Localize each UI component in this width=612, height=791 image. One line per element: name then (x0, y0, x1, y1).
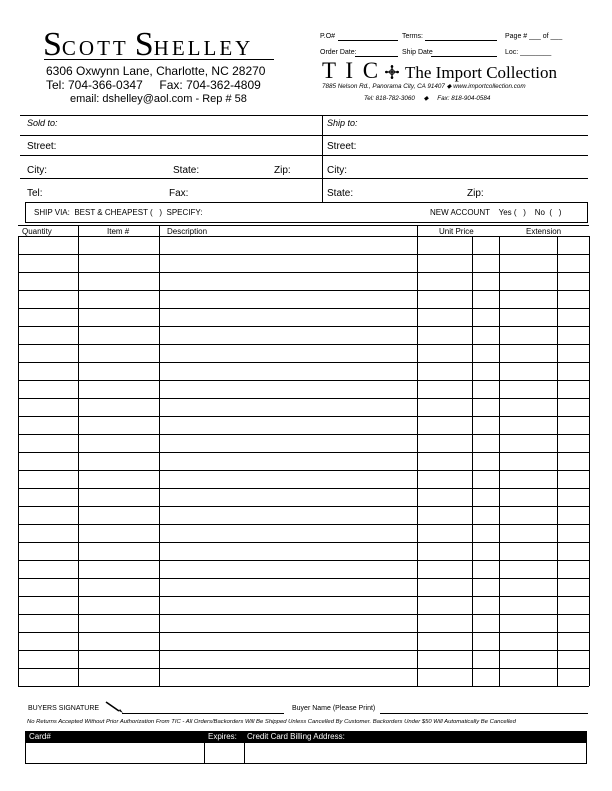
terms-line (425, 40, 497, 41)
logo-initial-last: S (134, 26, 154, 63)
sold-to-zip-label: Zip: (274, 165, 291, 176)
company-address: 6306 Oxwynn Lane, Charlotte, NC 28270 (46, 64, 266, 78)
buyers-signature-label: BUYERS SIGNATURE (28, 705, 100, 712)
table-top-line (18, 225, 589, 226)
ship-date-label: Ship Date (402, 49, 433, 56)
table-row (18, 272, 589, 273)
ship-to-state-label: State: (327, 188, 354, 199)
tic-letters: T I C (322, 58, 381, 83)
buyer-name-label: Buyer Name (Please Print) (292, 705, 376, 712)
card-expires-input[interactable] (206, 747, 240, 761)
col-header-quantity: Quantity (22, 227, 52, 236)
table-row (18, 668, 589, 669)
billing-address-label: Credit Card Billing Address: (247, 732, 345, 741)
logo-initial-first: S (43, 26, 62, 63)
table-row (18, 488, 589, 489)
city-line (20, 178, 588, 179)
expires-label: Expires: (208, 732, 237, 741)
table-row (18, 308, 589, 309)
col-header-unit-price: Unit Price (439, 227, 474, 236)
sold-to-city-label: City: (27, 165, 47, 176)
col-header-item: Item # (107, 227, 130, 236)
page-label: Page # ___ of ___ (505, 33, 563, 40)
table-row (18, 326, 589, 327)
tic-name: The Import Collection (405, 63, 558, 82)
table-column-line (499, 236, 500, 686)
ship-via-box (25, 202, 588, 223)
terms-label: Terms: (402, 33, 423, 40)
table-left-edge (18, 236, 19, 686)
card-number-input[interactable] (28, 747, 198, 761)
table-row (18, 362, 589, 363)
table-row (18, 686, 589, 687)
loc-label: Loc: ________ (505, 49, 552, 56)
ship-to-street-label: Street: (327, 141, 357, 152)
table-row (18, 380, 589, 381)
table-row (18, 650, 589, 651)
order-date-line (355, 56, 398, 57)
table-row (18, 542, 589, 543)
buyer-name-line (380, 713, 588, 714)
order-date-label: Order Date: (320, 49, 357, 56)
po-line (338, 40, 398, 41)
table-column-line (78, 225, 79, 686)
company-email: email: dshelley@aol.com - Rep # 58 (70, 93, 247, 105)
table-row (18, 470, 589, 471)
col-header-description: Description (167, 227, 208, 236)
street-line (20, 155, 588, 156)
card-divider-1 (204, 743, 205, 763)
table-row (18, 596, 589, 597)
ship-date-line (431, 56, 497, 57)
sold-to-tel-label: Tel: (27, 188, 43, 199)
ship-to-heading: Ship to: (327, 118, 358, 128)
table-row (18, 614, 589, 615)
logo-last-rest: HELLEY (153, 36, 254, 60)
table-row (18, 578, 589, 579)
tic-phones: Tel: 818-782-3060 ◆ Fax: 818-904-0584 (364, 95, 491, 102)
card-header-bar (25, 731, 587, 743)
table-row (18, 434, 589, 435)
sold-to-fax-label: Fax: (169, 188, 189, 199)
tic-cross-icon (384, 64, 400, 80)
card-label: Card# (29, 732, 51, 741)
policy-text: No Returns Accepted Without Prior Authorization From TIC - All Orders/Backorders Will Be Shipped Unless Cancelled By Customer. Backorders Under $50 Will Automatically Be Cancelled (27, 719, 516, 725)
address-block-top (20, 115, 588, 116)
table-row (18, 290, 589, 291)
card-divider-2 (244, 743, 245, 763)
table-row (18, 632, 589, 633)
col-header-extension: Extension (526, 227, 562, 236)
table-row (18, 236, 589, 237)
sold-to-state-label: State: (173, 165, 200, 176)
table-column-line (417, 225, 418, 686)
new-account-text: NEW ACCOUNT Yes ( ) No ( ) (430, 208, 562, 217)
table-row (18, 254, 589, 255)
card-billing-input[interactable] (246, 747, 582, 761)
company-phones: Tel: 704-366-0347 Fax: 704-362-4809 (46, 78, 261, 92)
sold-to-name-line (20, 135, 323, 136)
table-row (18, 524, 589, 525)
ship-via-text: SHIP VIA: BEST & CHEAPEST ( ) SPECIFY: (34, 208, 203, 217)
po-label: P.O# (320, 33, 336, 40)
ship-to-zip-label: Zip: (467, 188, 484, 199)
table-row (18, 560, 589, 561)
ship-to-city-label: City: (327, 165, 347, 176)
address-block-divider (322, 115, 323, 203)
table-column-line (557, 236, 558, 686)
table-row (18, 452, 589, 453)
sold-to-heading: Sold to: (27, 118, 58, 128)
signature-line (122, 713, 284, 714)
tic-address: 7885 Nelson Rd., Panorama City, CA 91407 ◆ www.importcollection.com (322, 83, 526, 90)
table-row (18, 416, 589, 417)
table-column-line (159, 225, 160, 686)
table-row (18, 506, 589, 507)
logo-underline (44, 59, 274, 60)
pen-icon (104, 700, 124, 714)
table-column-line (472, 236, 473, 686)
logo-first-rest: COTT (61, 36, 129, 60)
table-row (18, 398, 589, 399)
table-right-edge (589, 236, 590, 686)
sold-to-street-label: Street: (27, 141, 57, 152)
ship-to-name-line (322, 135, 588, 136)
table-row (18, 344, 589, 345)
